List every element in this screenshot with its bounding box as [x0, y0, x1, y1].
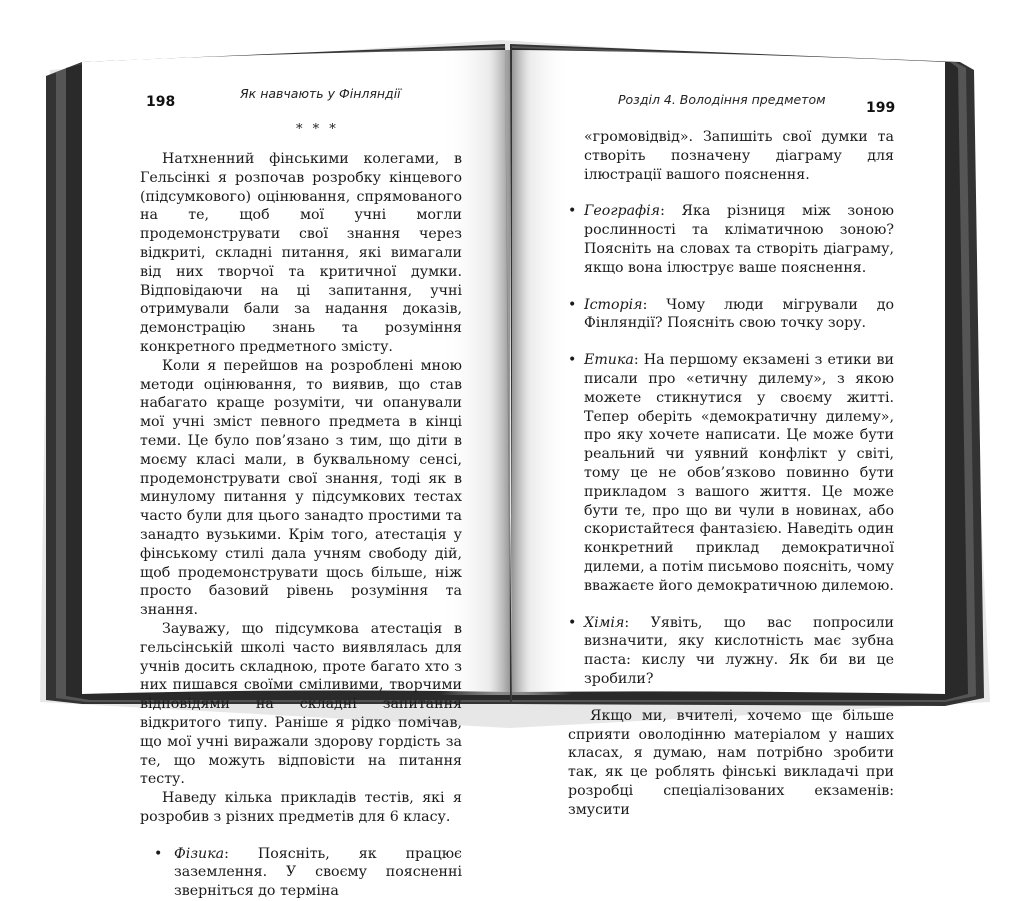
- paragraph: Натхненний фінськими колегами, в Гельсінкі я розпочав розробку кінцевого (підсумкового) оцінювання, спрямованого на те, щоб мої учні могли продемонструвати свої знання через відкриті, складні питання, які вимагали від них творчої та критичної думки. Відповідаючи на ці запитання, учні отримували бали за надання доказів, демонстрацію знань та розуміння конкретного предметного змісту.: [140, 151, 462, 355]
- list-item: [140, 845, 462, 901]
- list-item: [568, 296, 894, 334]
- bullet-text: : Яка різниця між зоною рослинності та кліматичною зоною? Поясніть на словах та створіть діаграму, якщо вона ілюструє ваше пояснення.: [584, 203, 894, 276]
- right-page-text: [568, 128, 894, 820]
- list-item: [568, 351, 894, 595]
- subject-term: Фізика: [174, 845, 225, 862]
- bullet-icon: •: [568, 614, 577, 631]
- paragraph: Коли я перейшов на розроблені мною методи оцінювання, то виявив, що став набагато краще розуміти, чи опанували мої учні зміст певного предмета в кінці теми. Це було пов’язано з тим, що діти в моєму класі мали, в буквальному сенсі, продемонструвати свої знання, тоді як в минулому питання у підсумкових тестах часто були для цього занадто простими та занадто вузькими. Крім того, атестація у фінському стилі дала учням свободу дій, щоб продемонструвати щось більше, ніж просто базовий рівень розуміння та знання.: [140, 357, 462, 619]
- bullet-icon: •: [154, 845, 163, 862]
- section-separator: * * *: [296, 122, 339, 137]
- subject-term: Етика: [584, 352, 634, 369]
- paragraph: Наведу кілька прикладів тестів, які я розробив з різних предметів для 6 класу.: [140, 790, 462, 825]
- left-page-number: 198: [146, 94, 176, 110]
- continuation-text: «громовідвід». Запишіть свої думки та створіть позначену діаграму для ілюстрації вашого пояснення.: [584, 129, 894, 183]
- subject-term: Географія: [584, 203, 661, 220]
- right-running-header: Розділ 4. Володіння предметом: [618, 92, 826, 107]
- subject-term: Хімія: [584, 614, 625, 631]
- bullet-text: : На першому екзамені з етики ви писали про «етичну дилему», з якою можете стикнутися у своєму житті. Тепер оберіть «демократичну дилему», про яку хочете написати. Це може бути реальний чи уявний конфлікт у світі, тому це не обов’язково повинно бути прикладом з вашого життя. Це може бути те, про що ви чули в новинах, або скористайтеся фантазією. Наведіть один конкретний приклад демократичної дилеми, а потім письмово поясніть, чому вважаєте його демократичною дилемою.: [584, 352, 894, 594]
- bullet-text: : Чому люди мігрували до Фінляндії? Поясніть свою точку зору.: [584, 296, 894, 332]
- list-item: [568, 614, 894, 689]
- bullet-icon: •: [568, 203, 577, 220]
- left-page-text: [140, 150, 462, 901]
- subject-term: Історія: [584, 296, 643, 313]
- paragraph: Зауважу, що підсумкова атестація в гельсінській школі часто виявлялась для учнів досить складною, проте багато хто з них пишався своїми сміливими, творчими відповідями на складні запитання відкритого типу. Раніше я рідко помічав, що мої учні виражали здорову гордість за те, що можуть відповісти на питання тесту.: [140, 620, 462, 788]
- bullet-icon: •: [568, 296, 577, 313]
- bullet-text: : Уявіть, що вас попросили визначити, яку кислотність має зубна паста: кислу чи лужну. Як би ви це зробили?: [584, 614, 894, 687]
- closing-paragraph: Якщо ми, вчителі, хочемо ще більше сприяти оволодінню матеріалом у наших класах, я думаю, нам потрібно зробити так, як це роблять фінські викладачі при розробці спеціалізованих екзаменів: змусити: [568, 707, 894, 818]
- right-page-number: 199: [866, 100, 896, 116]
- bullet-icon: •: [568, 352, 577, 369]
- bullet-text: : Поясніть, як працює заземлення. У своєму поясненні зверніться до терміна: [174, 845, 462, 900]
- list-item: [568, 202, 894, 277]
- left-running-header: Як навчають у Фінляндії: [240, 86, 401, 101]
